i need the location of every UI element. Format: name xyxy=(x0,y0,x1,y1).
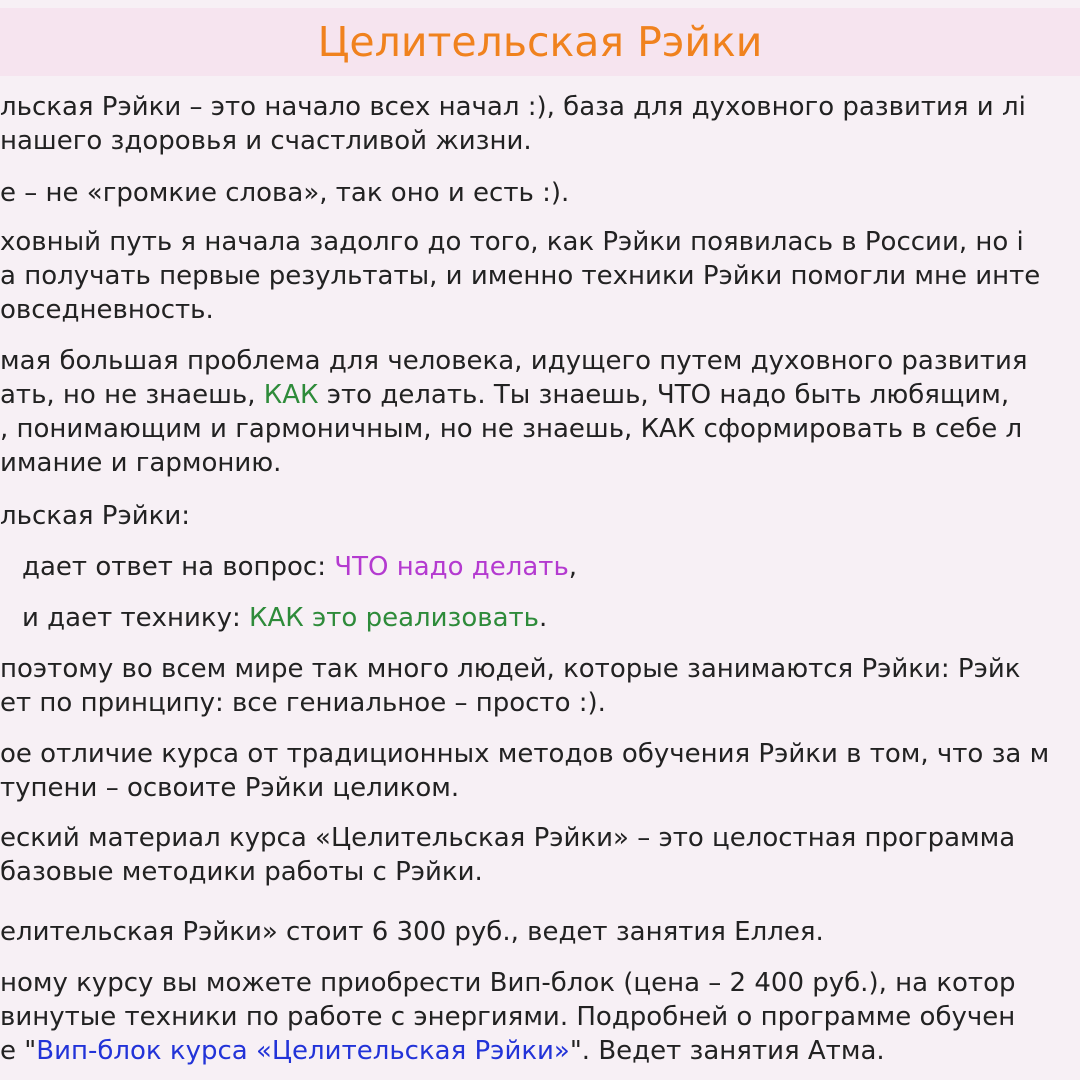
text-line: елительская Рэйки» стоит 6 300 руб., ведет занятия Еллея. xyxy=(0,917,824,947)
text-line: ое отличие курса от традиционных методов обучения Рэйки в том, что за м xyxy=(0,739,1050,769)
text-line xyxy=(22,601,547,635)
vip-block-link[interactable]: Вип-блок курса «Целительская Рэйки» xyxy=(36,1036,570,1066)
text-line xyxy=(0,1034,1016,1068)
title-banner xyxy=(0,8,1080,76)
text-line: базовые методики работы с Рэйки. xyxy=(0,857,483,887)
highlight-how-to-implement: КАК это реализовать xyxy=(249,603,539,633)
text-segment: дает ответ на вопрос: xyxy=(22,552,335,582)
text-line: нашего здоровья и счастливой жизни. xyxy=(0,126,532,156)
text-line: , понимающим и гармоничным, но не знаешь, КАК сформировать в себе л xyxy=(0,414,1023,444)
text-line: а получать первые результаты, и именно техники Рэйки помогли мне инте xyxy=(0,261,1041,291)
paragraph-course-material xyxy=(0,821,1015,889)
text-line: винутые техники по работе с энергиями. Подробней о программе обучен xyxy=(0,1002,1016,1032)
text-line: льская Рэйки: xyxy=(0,501,190,531)
text-line xyxy=(0,378,1028,412)
text-segment: ". Ведет занятия Атма. xyxy=(569,1036,885,1066)
text-line: мая большая проблема для человека, идущего путем духовного развития xyxy=(0,346,1028,376)
text-line: ховный путь я начала задолго до того, как Рэйки появилась в России, но і xyxy=(0,227,1024,257)
bullet-what-to-do xyxy=(22,550,577,584)
article-body xyxy=(0,76,1080,1080)
text-line: поэтому во всем мире так много людей, которые занимаются Рэйки: Рэйк xyxy=(0,654,1021,684)
paragraph-course-difference xyxy=(0,737,1049,805)
text-line: еский материал курса «Целительская Рэйки» – это целостная программа xyxy=(0,823,1016,853)
page-title: Целительская Рэйки xyxy=(317,18,763,66)
highlight-how: КАК xyxy=(263,380,319,410)
text-segment: это делать. Ты знаешь, ЧТО надо быть любящим, xyxy=(318,380,1010,410)
paragraph-why-popular xyxy=(0,652,1020,720)
text-line: тупени – освоите Рэйки целиком. xyxy=(0,773,460,803)
paragraph-not-loud-words xyxy=(0,176,569,210)
paragraph-intro xyxy=(0,90,1026,158)
text-line: овседневность. xyxy=(0,295,214,325)
paragraph-biggest-problem xyxy=(0,344,1028,480)
text-segment: , xyxy=(568,552,578,582)
paragraph-course-price xyxy=(0,915,824,949)
paragraph-reiki-heading xyxy=(0,499,190,533)
bullet-how-to-do xyxy=(22,601,547,635)
text-segment: е " xyxy=(0,1036,37,1066)
text-segment: ать, но не знаешь, xyxy=(0,380,264,410)
text-line xyxy=(22,550,577,584)
highlight-what: ЧТО надо делать xyxy=(334,552,569,582)
text-line: е – не «громкие слова», так оно и есть :). xyxy=(0,178,570,208)
text-line: ному курсу вы можете приобрести Вип-блок (цена – 2 400 руб.), на котор xyxy=(0,968,1016,998)
text-segment: и дает технику: xyxy=(22,603,250,633)
paragraph-vip-block xyxy=(0,966,1016,1068)
text-line: имание и гармонию. xyxy=(0,448,282,478)
paragraph-spiritual-path xyxy=(0,225,1040,327)
text-line: льская Рэйки – это начало всех начал :), база для духовного развития и лі xyxy=(0,92,1026,122)
text-segment: . xyxy=(539,603,548,633)
text-line: ет по принципу: все гениальное – просто :). xyxy=(0,688,606,718)
